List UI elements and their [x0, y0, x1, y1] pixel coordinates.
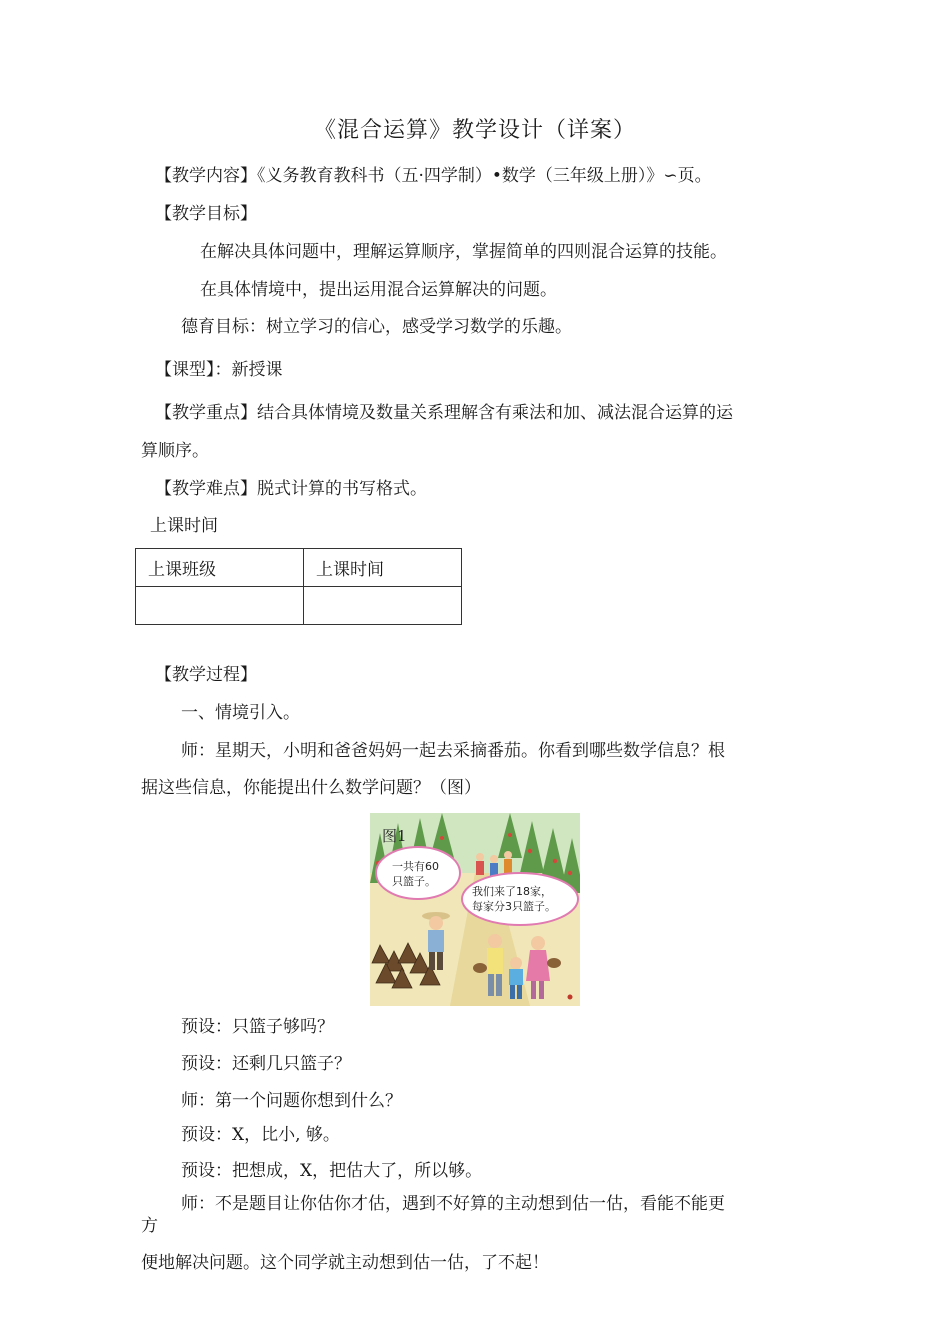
difficulty-line: 【教学难点】脱式计算的书写格式。: [155, 479, 427, 499]
table-row: [136, 549, 462, 587]
bubble-1-line-2: 只篮子。: [392, 875, 436, 888]
key-point-line-2: 算顺序。: [141, 441, 209, 461]
preset-3: 预设：X，比小, 够。: [181, 1125, 340, 1145]
teaching-content-line: 【教学内容】《义务教育教科书（五·四学制）•数学（三年级上册）》∽页。: [155, 166, 712, 186]
document-title: 《混合运算》教学设计（详案）: [313, 118, 636, 143]
section-1-heading: 一、情境引入。: [181, 703, 300, 723]
bubble-1-line-1: 一共有60: [392, 860, 439, 873]
moral-goal: 德育目标：树立学习的信心，感受学习数学的乐趣。: [181, 317, 572, 337]
preset-4: 预设：把想成，X，把估大了，所以够。: [181, 1161, 483, 1181]
bubble-2-line-2: 每家分3只篮子。: [472, 900, 556, 913]
lesson-type: 【课型】：新授课: [155, 360, 283, 380]
table-header-class: 上课班级: [136, 549, 304, 587]
teacher-question-line-1: 师：星期天，小明和爸爸妈妈一起去采摘番茄。你看到哪些数学信息？根: [181, 741, 725, 761]
bubble-2-line-1: 我们来了18家，: [472, 885, 552, 898]
figure-label: 图1: [382, 827, 407, 845]
goal-2: 在具体情境中，提出运用混合运算解决的问题。: [200, 280, 557, 300]
teacher-line-3-part-2: 方: [141, 1216, 158, 1236]
teaching-goals-heading: 【教学目标】: [155, 204, 257, 224]
schedule-table: [135, 548, 462, 625]
goal-1: 在解决具体问题中，理解运算顺序，掌握简单的四则混合运算的技能。: [200, 242, 727, 262]
key-point-line-1: 【教学重点】结合具体情境及数量关系理解含有乘法和加、减法混合运算的运: [155, 403, 733, 423]
table-header-time: 上课时间: [304, 549, 462, 587]
teacher-question-line-2: 据这些信息，你能提出什么数学问题？（图）: [141, 778, 481, 798]
process-heading: 【教学过程】: [155, 665, 257, 685]
teacher-line-3-part-3: 便地解决问题。这个同学就主动想到估一估，了不起！: [141, 1253, 549, 1273]
preset-2: 预设：还剩几只篮子？: [181, 1054, 351, 1074]
teacher-line-2: 师：第一个问题你想到什么？: [181, 1091, 402, 1111]
table-cell-time: [304, 587, 462, 625]
class-time-label: 上课时间: [150, 516, 218, 536]
teacher-line-3-part-1: 师：不是题目让你估你才估，遇到不好算的主动想到估一估，看能不能更: [181, 1194, 725, 1214]
preset-1: 预设：只篮子够吗？: [181, 1017, 334, 1037]
tomato-picking-illustration: [370, 813, 580, 1006]
table-row: [136, 587, 462, 625]
table-cell-class: [136, 587, 304, 625]
